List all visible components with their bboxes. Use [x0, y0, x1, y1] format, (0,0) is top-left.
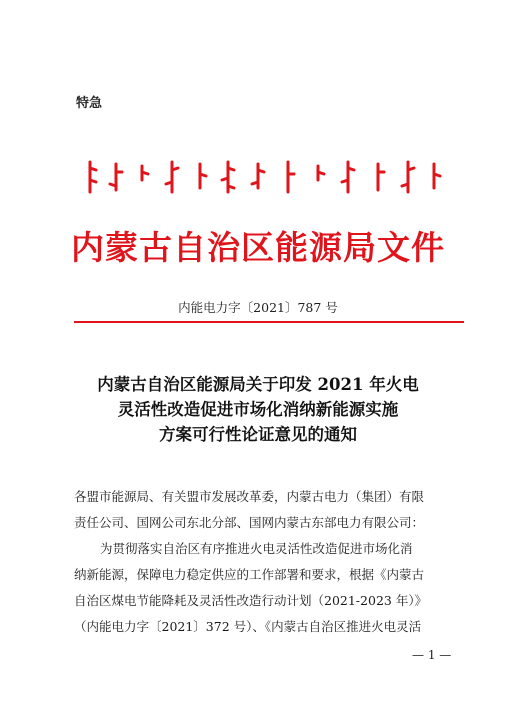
title-line: 灵活性改造促进市场化消纳新能源实施	[117, 400, 399, 419]
addressee-line: 责任公司、国网公司东北分部、国网内蒙古东部电力有限公司：	[74, 515, 425, 530]
page-number: — 1 —	[412, 648, 452, 662]
paragraph-line: 纳新能源，保障电力稳定供应的工作部署和要求，根据《内蒙古	[74, 567, 425, 582]
addressee	[74, 484, 466, 536]
title-line: 内蒙古自治区能源局关于印发 2021 年火电	[97, 375, 419, 394]
red-separator-line	[74, 321, 464, 323]
title-line: 方案可行性论证意见的通知	[159, 425, 357, 444]
body-paragraph	[74, 536, 466, 640]
addressee-line: 各盟市能源局、有关盟市发展改革委，内蒙古电力（集团）有限	[74, 489, 425, 504]
paragraph-line: 自治区煤电节能降耗及灵活性改造行动计划（2021-2023 年）》	[74, 593, 428, 608]
notice-body	[74, 484, 466, 640]
mongolian-script-heading	[82, 158, 442, 196]
urgency-mark: 特急	[76, 96, 103, 111]
paragraph-line: （内能电力字〔2021〕372 号）、《内蒙古自治区推进火电灵活	[74, 619, 422, 634]
document-number: 内能电力字〔2021〕787 号	[178, 300, 338, 315]
notice-title	[60, 372, 456, 447]
paragraph-line: 为贯彻落实自治区有序推进火电灵活性改造促进市场化消	[100, 541, 413, 556]
issuer-masthead: 内蒙古自治区能源局文件	[71, 228, 445, 267]
